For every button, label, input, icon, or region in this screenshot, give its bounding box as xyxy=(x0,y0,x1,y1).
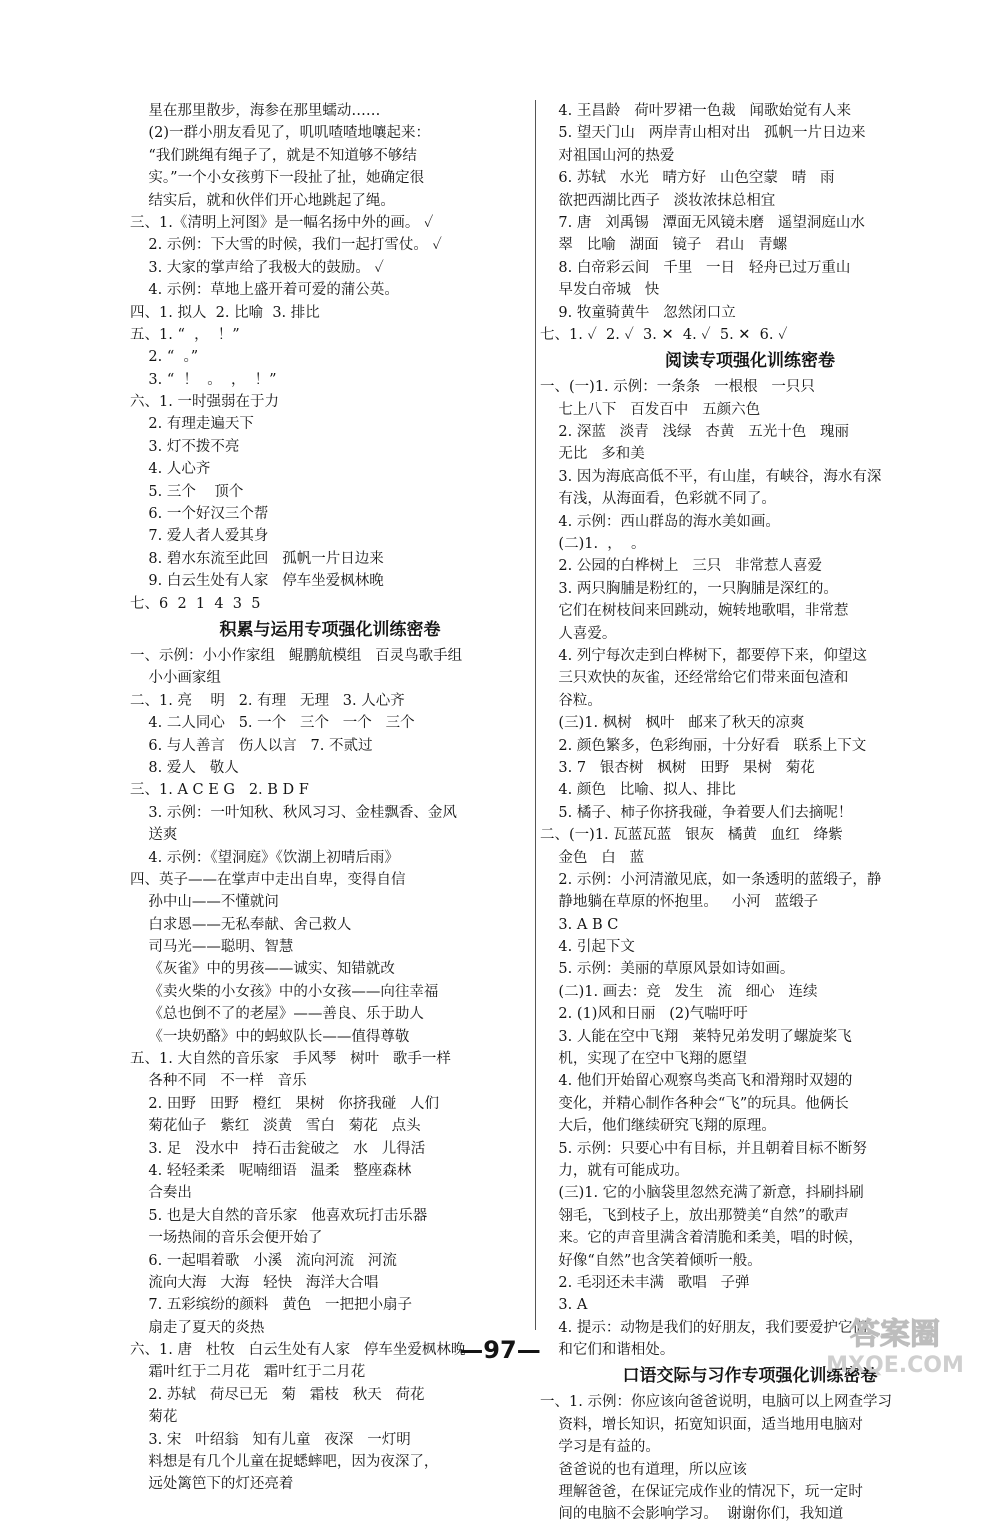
answer-line: (2)一群小朋友看见了，叽叽喳喳地嚷起来： xyxy=(130,125,430,142)
answer-line: 4. 颜色 比喻、拟人、排比 xyxy=(540,782,736,799)
answer-line: 3. 因为海底高低不平，有山崖，有峡谷，海水有深 xyxy=(540,468,882,485)
answer-line: 2. 颜色繁多，色彩绚丽，十分好看 联系上下文 xyxy=(540,737,867,754)
answer-line: 无比 多和美 xyxy=(540,446,645,463)
answer-line: 2. 毛羽还未丰满 歌唱 子弹 xyxy=(540,1274,750,1291)
answer-line: 菊花 xyxy=(130,1409,178,1426)
answer-line: 谷粒。 xyxy=(540,692,602,709)
answer-line: 爸爸说的也有道理，所以应该 xyxy=(540,1461,747,1478)
answer-line: 3. A xyxy=(540,1297,588,1314)
answer-line: 3. 人能在空中飞翔 莱特兄弟发明了螺旋桨飞 xyxy=(540,1028,852,1045)
answer-line: 8. 碧水东流至此回 孤帆一片日边来 xyxy=(130,550,384,567)
answer-line: 6. 苏轼 水光 晴方好 山色空蒙 晴 雨 xyxy=(540,170,835,187)
answer-line: 远处篱笆下的灯还亮着 xyxy=(130,1476,294,1493)
answer-line: 料想是有几个儿童在捉蟋蟀吧，因为夜深了， xyxy=(130,1454,439,1471)
answer-line: 2. 苏轼 荷尽已无 菊 霜枝 秋天 荷花 xyxy=(130,1386,425,1403)
answer-line: 力，就有可能成功。 xyxy=(540,1162,689,1179)
answer-line: 七、1. ✓ 2. ✓ 3. ✕ 4. ✓ 5. ✕ 6. ✓ xyxy=(540,326,788,343)
answer-line: “我们跳绳有绳子了，就是不知道够不够结 xyxy=(130,147,417,164)
answer-line: 2. 公园的白桦树上 三只 非常惹人喜爱 xyxy=(540,558,823,575)
answer-line: 3. A B C xyxy=(540,916,619,933)
answer-line: 机，实现了在空中飞翔的愿望 xyxy=(540,1051,747,1068)
answer-line: 对祖国山河的热爱 xyxy=(540,147,675,164)
answer-line: 三只欢快的灰雀，还经常给它们带来面包渣和 xyxy=(540,670,849,687)
watermark-logo xyxy=(800,1310,990,1380)
answer-line: 结实后，就和伙伴们开心地跳起了绳。 xyxy=(130,192,395,209)
answer-line: 五、1. “ ， ！” xyxy=(130,326,240,343)
answer-line: 3. 大家的掌声给了我极大的鼓励。 ✓ xyxy=(130,259,384,276)
answer-line: 有浅，从海面看，色彩就不同了。 xyxy=(540,491,776,508)
left-column xyxy=(130,100,530,1496)
column-divider xyxy=(535,100,536,1330)
section-heading: 阅读专项强化训练密卷 xyxy=(665,351,835,372)
answer-line: 2. 示例：小河清澈见底，如一条透明的蓝缎子，静 xyxy=(540,871,882,888)
answer-line: 间的电脑不会影响学习。 谢谢你们，我知道 xyxy=(540,1506,844,1523)
answer-line: 一、示例：小小作家组 鲲鹏航模组 百灵鸟歌手组 xyxy=(130,647,463,664)
answer-line: 星在那里散步，海参在那里蠕动…… xyxy=(130,103,381,119)
answer-line: 3. 灯不拨不亮 xyxy=(130,438,240,455)
answer-line: 9. 白云生处有人家 停车坐爱枫林晚 xyxy=(130,573,384,590)
answer-line: 它们在树枝间来回跳动，婉转地歌唱，非常惹 xyxy=(540,603,849,620)
answer-line: 4. 他们开始留心观察鸟类高飞和滑翔时双翅的 xyxy=(540,1073,853,1090)
answer-line: 扇走了夏天的炎热 xyxy=(130,1319,265,1336)
answer-line: 6. 一起唱着歌 小溪 流向河流 河流 xyxy=(130,1252,397,1269)
answer-line: 4. 二人同心 5. 一个 三个 一个 三个 xyxy=(130,715,415,732)
answer-line: 来。它的声音里满含着清脆和柔美，唱的时候， xyxy=(540,1230,863,1247)
answer-line: 2. “ 。” xyxy=(130,349,199,366)
answer-line: 孙中山——不懂就问 xyxy=(130,894,279,911)
answer-line: 4. 列宁每次走到白桦树下，都要停下来，仰望这 xyxy=(540,647,867,664)
answer-line: 合奏出 xyxy=(130,1185,192,1202)
answer-line: 早发白帝城 快 xyxy=(540,282,660,299)
answer-line: 3. 7 银杏树 枫树 田野 果树 菊花 xyxy=(540,759,815,776)
answer-line: (三)1. 枫树 枫叶 邮来了秋天的凉爽 xyxy=(540,715,805,732)
answer-line: 大后，他们继续研究飞翔的原理。 xyxy=(540,1118,776,1135)
answer-line: 4. 王昌龄 荷叶罗裙一色裁 闻歌始觉有人来 xyxy=(540,103,852,119)
answer-line: 六、1. 唐 杜牧 白云生处有人家 停车坐爱枫林晚 xyxy=(130,1342,466,1359)
answer-line: 4. 人心齐 xyxy=(130,461,211,478)
answer-line: 5. 橘子、柿子你挤我碰，争着要人们去摘呢！ xyxy=(540,804,853,821)
answer-line: 7. 唐 刘禹锡 潭面无风镜未磨 遥望洞庭山水 xyxy=(540,214,865,231)
answer-line: 5. 三个 顶个 xyxy=(130,483,244,500)
answer-line: 二、(一)1. 瓦蓝瓦蓝 银灰 橘黄 血红 绛紫 xyxy=(540,827,843,844)
answer-line: 7. 五彩缤纷的颜料 黄色 一把把小扇子 xyxy=(130,1297,413,1314)
answer-line: 二、1. 亮 明 2. 有理 无理 3. 人心齐 xyxy=(130,692,405,709)
answer-line: 四、1. 拟人 2. 比喻 3. 排比 xyxy=(130,304,320,321)
answer-line: 学习是有益的。 xyxy=(540,1439,660,1456)
answer-line: 4. 轻轻柔柔 呢喃细语 温柔 整座森林 xyxy=(130,1162,412,1179)
answer-line: 实。”一个小女孩剪下一段扯了扯，她确定很 xyxy=(130,170,425,187)
answer-line: 三、1. A C E G 2. B D F xyxy=(130,782,309,799)
answer-line: 2. 示例：下大雪的时候，我们一起打雪仗。 ✓ xyxy=(130,237,442,254)
answer-line: 4. 示例：《望洞庭》《饮湖上初晴后雨》 xyxy=(130,849,399,866)
answer-line: 和它们和谐相处。 xyxy=(540,1342,675,1359)
answer-line: 资料，增长知识，拓宽知识面，适当地用电脑对 xyxy=(540,1416,863,1433)
answer-line: 翠 比喻 湖面 镜子 君山 青螺 xyxy=(540,237,788,254)
answer-line: 霜叶红于二月花 霜叶红于二月花 xyxy=(130,1364,366,1381)
answer-line: 《灰雀》中的男孩——诚实、知错就改 xyxy=(130,961,395,978)
answer-line: 白求恩——无私奉献、舍己救人 xyxy=(130,916,352,933)
answer-line: 4. 示例：西山群岛的海水美如画。 xyxy=(540,513,780,530)
answer-line: 各种不同 不一样 音乐 xyxy=(130,1073,307,1090)
answer-line: 3. 示例：一叶知秋、秋风习习、金桂飘香、金风 xyxy=(130,804,457,821)
answer-line: 七、6 2 1 4 3 5 xyxy=(130,595,261,612)
answer-line: 七上八下 百发百中 五颜六色 xyxy=(540,401,761,418)
watermark-url: MXQE.COM xyxy=(826,1353,964,1378)
answer-line: 7. 爱人者人爱其身 xyxy=(130,528,269,545)
answer-line: 5. 也是大自然的音乐家 他喜欢玩打击乐器 xyxy=(130,1207,428,1224)
answer-line: (三)1. 它的小脑袋里忽然充满了新意，抖刷抖刷 xyxy=(540,1185,864,1202)
page-number: —97— xyxy=(459,1336,541,1364)
answer-line: 翎毛，飞到枝子上，放出那赞美“自然”的歌声 xyxy=(540,1207,849,1224)
answer-line: 送爽 xyxy=(130,827,178,844)
answer-line: 6. 一个好汉三个帮 xyxy=(130,506,269,523)
answer-line: 6. 与人善言 伤人以言 7. 不贰过 xyxy=(130,737,373,754)
answer-line: 小小画家组 xyxy=(130,670,221,687)
answer-line: 4. 引起下文 xyxy=(540,939,635,956)
answer-line: 3. 宋 叶绍翁 知有儿童 夜深 一灯明 xyxy=(130,1431,411,1448)
answer-line: 一、1. 示例：你应该向爸爸说明，电脑可以上网查学习 xyxy=(540,1394,892,1411)
watermark-title: 答案圈 xyxy=(850,1317,940,1352)
answer-line: 8. 爱人 敬人 xyxy=(130,759,239,776)
answer-line: 人喜爱。 xyxy=(540,625,617,642)
answer-line: 2. 深蓝 淡青 浅绿 杏黄 五光十色 瑰丽 xyxy=(540,424,850,441)
section-heading: 积累与运用专项强化训练密卷 xyxy=(219,619,441,640)
answer-line: 4. 示例：草地上盛开着可爱的蒲公英。 xyxy=(130,282,399,299)
answer-line: 《一块奶酪》中的蚂蚁队长——值得尊敬 xyxy=(130,1028,410,1045)
answer-line: 5. 望天门山 两岸青山相对出 孤帆一片日边来 xyxy=(540,125,866,142)
answer-line: 8. 白帝彩云间 千里 一日 轻舟已过万重山 xyxy=(540,259,851,276)
answer-line: 2. 田野 田野 橙红 果树 你挤我碰 人们 xyxy=(130,1095,440,1112)
answer-line: 5. 示例：美丽的草原风景如诗如画。 xyxy=(540,961,795,978)
answer-line: 一、(一)1. 示例：一条条 一根根 一只只 xyxy=(540,379,815,396)
answer-line: 金色 白 蓝 xyxy=(540,849,645,866)
answer-line: 菊花仙子 紫红 淡黄 雪白 菊花 点头 xyxy=(130,1118,421,1135)
answer-line: 静地躺在草原的怀抱里。 小河 蓝缎子 xyxy=(540,894,819,911)
answer-line: (二)1. ， 。 xyxy=(540,536,646,553)
section-heading: 口语交际与习作专项强化训练密卷 xyxy=(622,1366,878,1387)
answer-line: 3. 足 没水中 持石击瓮破之 水 儿得活 xyxy=(130,1140,426,1157)
answer-line: 2. (1)风和日丽 (2)气喘吁吁 xyxy=(540,1006,748,1023)
answer-line: 四、英子——在掌声中走出自卑，变得自信 xyxy=(130,871,406,888)
answer-line: 三、1.《清明上河图》是一幅名扬中外的画。 ✓ xyxy=(130,214,434,231)
answer-line: 3. 两只胸脯是粉红的，一只胸脯是深红的。 xyxy=(540,580,838,597)
answer-line: 流向大海 大海 轻快 海洋大合唱 xyxy=(130,1274,379,1291)
answer-line: 司马光——聪明、智慧 xyxy=(130,939,294,956)
answer-line: 理解爸爸，在保证完成作业的情况下，玩一定时 xyxy=(540,1484,863,1501)
answer-line: 2. 有理走遍天下 xyxy=(130,416,254,433)
answer-line: 一场热闹的音乐会便开始了 xyxy=(130,1230,323,1247)
answer-line: 变化，并精心制作各种会“飞”的玩具。他俩长 xyxy=(540,1095,849,1112)
answer-line: 5. 示例：只要心中有目标，并且朝着目标不断努 xyxy=(540,1140,867,1157)
answer-line: 9. 牧童骑黄牛 忽然闭口立 xyxy=(540,304,736,321)
answer-line: 五、1. 大自然的音乐家 手风琴 树叶 歌手一样 xyxy=(130,1051,451,1068)
answer-line: 4. 提示：动物是我们的好朋友，我们要爱护它们， xyxy=(540,1319,882,1336)
answer-line: 好像“自然”也含笑着倾听一般。 xyxy=(540,1252,762,1269)
answer-line: 欲把西湖比西子 淡妆浓抹总相宜 xyxy=(540,192,776,209)
answer-line: 《总也倒不了的老屋》——善良、乐于助人 xyxy=(130,1006,424,1023)
answer-line: (二)1. 画去：竞 发生 流 细心 连续 xyxy=(540,983,818,1000)
answer-line: 六、1. 一时强弱在于力 xyxy=(130,394,279,411)
answer-line: 3. “ ！ 。 ， ！” xyxy=(130,371,277,388)
answer-line: 《卖火柴的小女孩》中的小女孩——向往幸福 xyxy=(130,983,439,1000)
